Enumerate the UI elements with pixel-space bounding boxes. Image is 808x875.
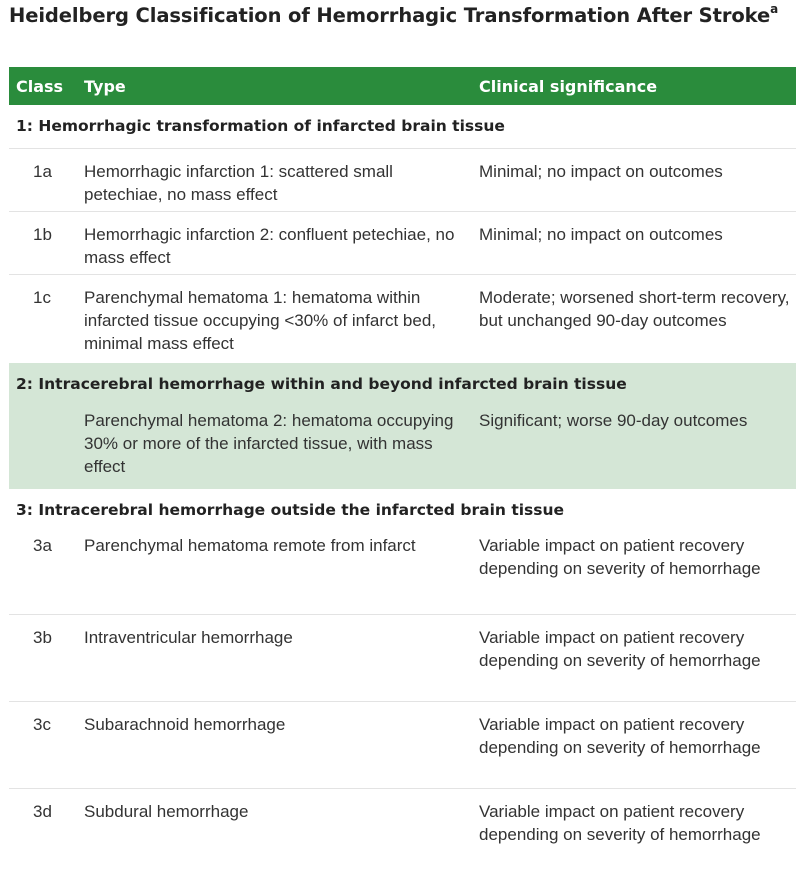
table-header-row (9, 67, 796, 105)
significance-cell: Variable impact on patient recovery depending on severity of hemorrhage (479, 802, 761, 844)
section-2 (9, 363, 796, 489)
class-cell: 1b (33, 225, 52, 244)
significance-cell: Significant; worse 90-day outcomes (479, 411, 748, 430)
class-cell: 3c (33, 715, 51, 734)
type-cell: Hemorrhagic infarction 1: scattered small petechiae, no mass effect (84, 162, 393, 204)
type-cell: Parenchymal hematoma remote from infarct (84, 536, 416, 555)
type-cell: Intraventricular hemorrhage (84, 628, 293, 647)
type-cell: Subarachnoid hemorrhage (84, 715, 286, 734)
class-cell: 1c (33, 288, 51, 307)
header-class: Class (16, 76, 64, 96)
significance-cell: Variable impact on patient recovery depending on severity of hemorrhage (479, 715, 761, 757)
table-row (9, 789, 796, 875)
significance-cell: Minimal; no impact on outcomes (479, 162, 723, 181)
class-cell: 3d (33, 802, 52, 821)
significance-cell: Moderate; worsened short-term recovery, but unchanged 90-day outcomes (479, 288, 790, 330)
header-type: Type (84, 76, 126, 96)
table-row (9, 615, 796, 702)
table-row (9, 532, 796, 615)
table-row (9, 406, 796, 489)
title-text: Heidelberg Classification of Hemorrhagic Transformation After Stroke (9, 4, 771, 27)
table-row (9, 149, 796, 212)
type-cell: Parenchymal hematoma 1: hematoma within infarcted tissue occupying <30% of infarct bed, minimal mass effect (84, 288, 437, 353)
type-cell: Subdural hemorrhage (84, 802, 249, 821)
section-heading: 2: Intracerebral hemorrhage within and beyond infarcted brain tissue (16, 375, 627, 393)
class-cell: 3b (33, 628, 52, 647)
type-cell: Hemorrhagic infarction 2: confluent petechiae, no mass effect (84, 225, 455, 267)
page-title (9, 4, 778, 27)
table-row (9, 212, 796, 275)
type-cell: Parenchymal hematoma 2: hematoma occupying 30% or more of the infarcted tissue, with mass effect (84, 411, 454, 476)
class-cell: 1a (33, 162, 52, 181)
class-cell: 3a (33, 536, 52, 555)
title-footnote-marker: a (770, 2, 779, 16)
classification-table (9, 67, 796, 875)
table-row (9, 702, 796, 789)
significance-cell: Variable impact on patient recovery depending on severity of hemorrhage (479, 628, 761, 670)
table-row (9, 275, 796, 363)
significance-cell: Variable impact on patient recovery depending on severity of hemorrhage (479, 536, 761, 578)
section-1 (9, 105, 796, 363)
section-3 (9, 489, 796, 875)
header-clinical-significance: Clinical significance (479, 76, 658, 96)
section-heading: 1: Hemorrhagic transformation of infarcted brain tissue (9, 105, 796, 149)
section-heading: 3: Intracerebral hemorrhage outside the infarcted brain tissue (16, 501, 565, 519)
class-cell (9, 406, 79, 489)
significance-cell: Minimal; no impact on outcomes (479, 225, 723, 244)
